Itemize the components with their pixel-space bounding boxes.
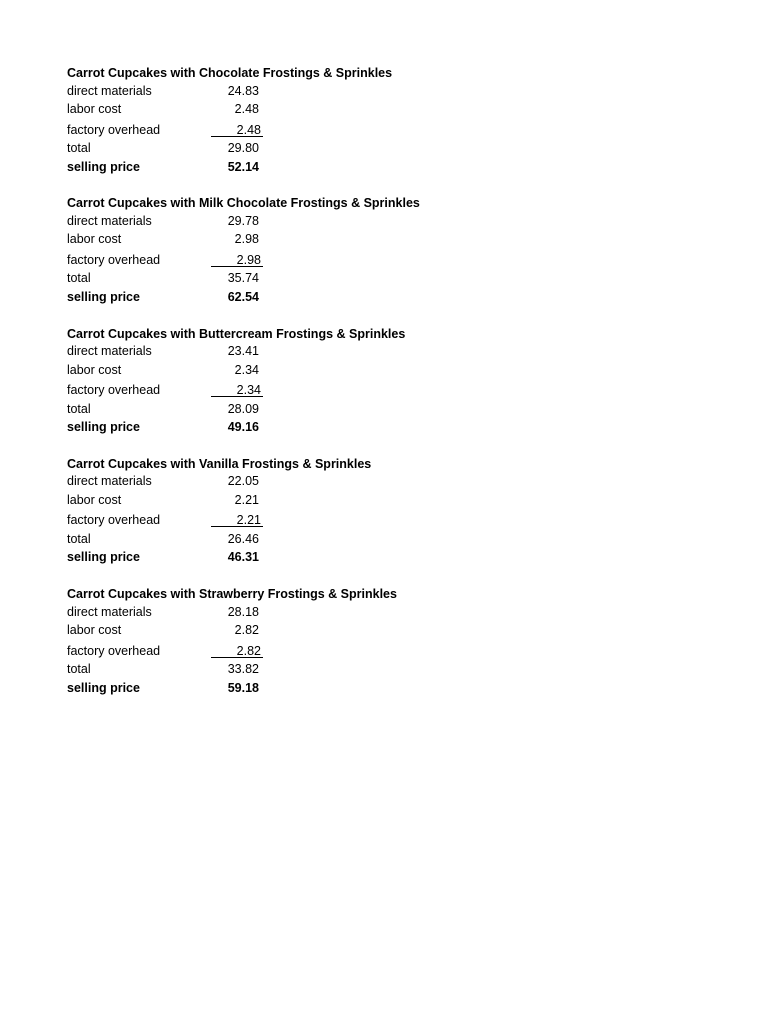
- direct-materials-row: [67, 341, 707, 360]
- factory-overhead-row: [67, 248, 707, 269]
- row-value: 2.98: [211, 254, 263, 267]
- row-value: 46.31: [227, 550, 259, 565]
- row-label: total: [67, 271, 91, 286]
- product-cost-block: [67, 453, 707, 583]
- row-value: 49.16: [227, 420, 259, 435]
- product-title: Carrot Cupcakes with Chocolate Frostings & Sprinkles: [67, 66, 393, 80]
- product-cost-block: [67, 62, 707, 192]
- factory-overhead-row: [67, 118, 707, 139]
- product-cost-block: [67, 192, 707, 322]
- row-label: factory overhead: [67, 122, 161, 137]
- labor-cost-row: [67, 360, 707, 379]
- row-value: 29.80: [227, 141, 259, 155]
- selling-price-row: [67, 287, 707, 306]
- selling-price-row: [67, 547, 707, 566]
- row-label: total: [67, 141, 91, 155]
- row-label: direct materials: [67, 213, 152, 228]
- row-value: 2.48: [234, 102, 259, 116]
- row-label: total: [67, 401, 91, 416]
- labor-cost-row: [67, 99, 707, 118]
- row-label: total: [67, 662, 91, 677]
- labor-cost-row: [67, 620, 707, 639]
- product-title: Carrot Cupcakes with Buttercream Frostings & Sprinkles: [67, 326, 406, 341]
- row-label: selling price: [67, 159, 140, 174]
- direct-materials-row: [67, 211, 707, 230]
- labor-cost-row: [67, 229, 707, 248]
- product-title: Carrot Cupcakes with Vanilla Frostings & Sprinkles: [67, 456, 372, 471]
- row-value: 33.82: [227, 662, 259, 677]
- selling-price-row: [67, 417, 707, 436]
- row-label: factory overhead: [67, 643, 161, 658]
- row-label: labor cost: [67, 492, 122, 507]
- row-value: 22.05: [227, 474, 259, 489]
- product-cost-block: [67, 323, 707, 453]
- direct-materials-row: [67, 471, 707, 490]
- row-label: factory overhead: [67, 383, 161, 398]
- selling-price-row: [67, 678, 707, 697]
- row-label: selling price: [67, 420, 140, 435]
- direct-materials-row: [67, 81, 707, 100]
- row-label: selling price: [67, 680, 140, 695]
- total-row: [67, 529, 707, 548]
- row-label: total: [67, 531, 91, 546]
- row-value: 2.21: [211, 514, 263, 527]
- row-value: 59.18: [227, 680, 259, 695]
- row-value: 28.18: [227, 604, 259, 619]
- factory-overhead-row: [67, 639, 707, 660]
- row-value: 2.98: [234, 232, 259, 247]
- row-label: selling price: [67, 289, 140, 304]
- row-label: labor cost: [67, 232, 122, 247]
- row-label: selling price: [67, 550, 140, 565]
- selling-price-row: [67, 157, 707, 176]
- factory-overhead-row: [67, 378, 707, 399]
- row-value: 29.78: [227, 213, 259, 228]
- row-label: labor cost: [67, 362, 122, 377]
- row-label: direct materials: [67, 83, 152, 98]
- row-label: direct materials: [67, 344, 152, 359]
- row-value: 62.54: [227, 289, 259, 304]
- row-label: labor cost: [67, 623, 122, 638]
- row-value: 2.82: [234, 623, 259, 638]
- row-label: labor cost: [67, 102, 122, 116]
- product-title: Carrot Cupcakes with Milk Chocolate Frostings & Sprinkles: [67, 196, 420, 211]
- total-row: [67, 659, 707, 678]
- row-value: 26.46: [227, 531, 259, 546]
- row-value: 2.48: [211, 124, 263, 137]
- row-value: 35.74: [227, 271, 259, 286]
- row-value: 2.82: [211, 645, 263, 658]
- total-row: [67, 399, 707, 418]
- row-label: direct materials: [67, 474, 152, 489]
- direct-materials-row: [67, 602, 707, 621]
- row-label: factory overhead: [67, 513, 161, 528]
- row-value: 2.21: [234, 492, 259, 507]
- cost-sheet: [67, 62, 707, 713]
- row-label: direct materials: [67, 604, 152, 619]
- product-title: Carrot Cupcakes with Strawberry Frostings & Sprinkles: [67, 587, 397, 602]
- row-label: factory overhead: [67, 252, 161, 267]
- total-row: [67, 138, 707, 157]
- labor-cost-row: [67, 490, 707, 509]
- row-value: 28.09: [227, 401, 259, 416]
- row-value: 24.83: [227, 83, 259, 98]
- product-cost-block: [67, 583, 707, 713]
- row-value: 52.14: [227, 159, 259, 174]
- row-value: 2.34: [234, 362, 259, 377]
- row-value: 23.41: [227, 344, 259, 359]
- row-value: 2.34: [211, 384, 263, 397]
- factory-overhead-row: [67, 508, 707, 529]
- total-row: [67, 268, 707, 287]
